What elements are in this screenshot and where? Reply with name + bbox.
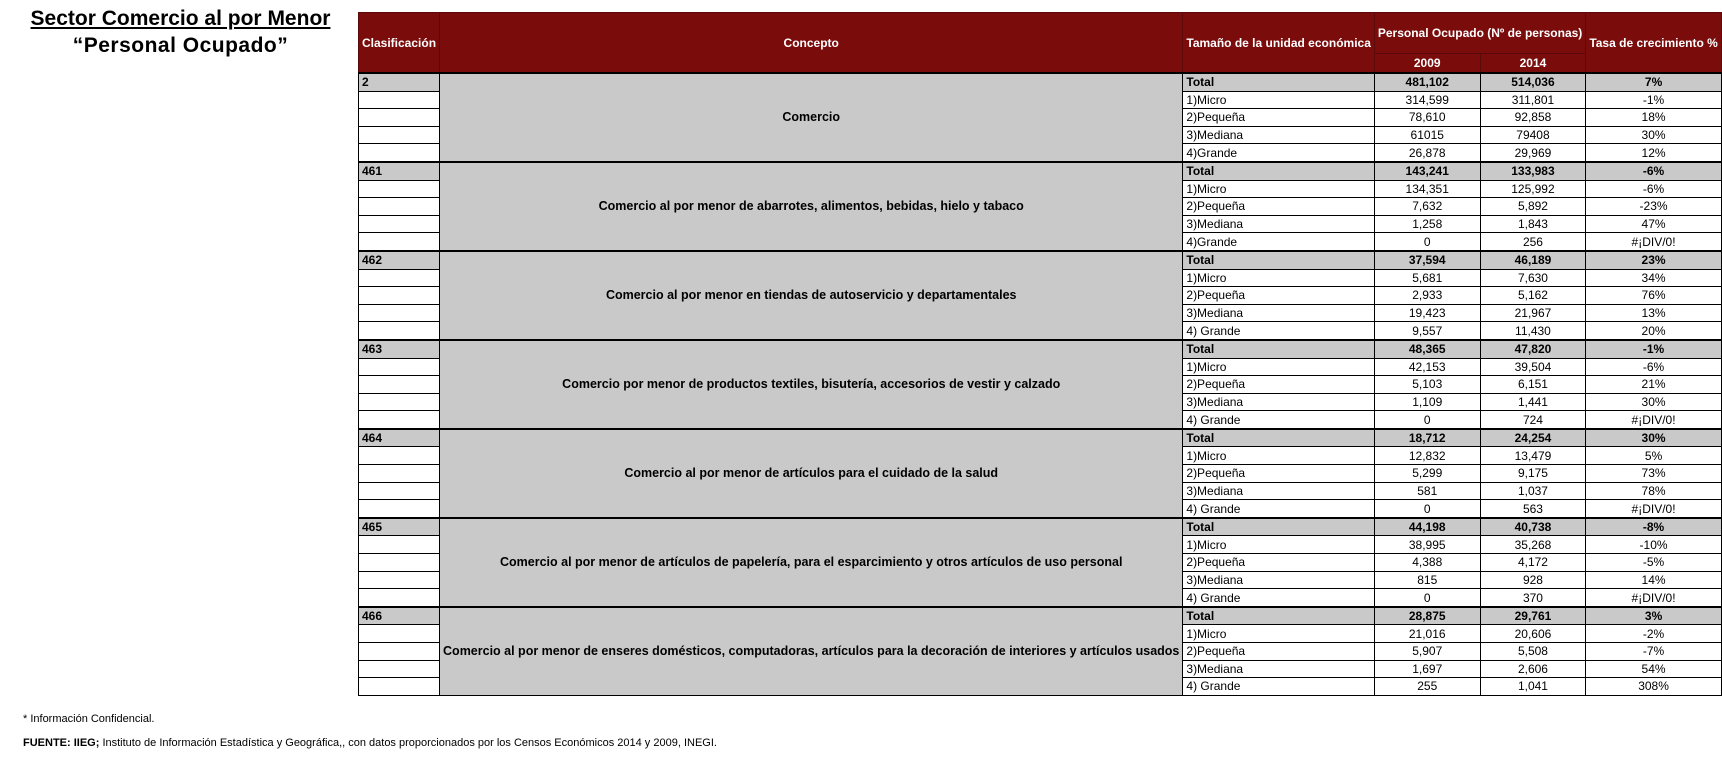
value-2009-cell: 9,557 (1374, 322, 1480, 340)
growth-rate-cell: -23% (1586, 198, 1722, 216)
value-2014-cell: 13,479 (1480, 447, 1586, 465)
growth-rate-cell: 5% (1586, 447, 1722, 465)
size-cell: 4) Grande (1183, 411, 1374, 429)
value-2014-cell: 9,175 (1480, 465, 1586, 483)
size-cell: 1)Micro (1183, 91, 1374, 109)
value-2014-cell: 5,508 (1480, 643, 1586, 661)
value-2009-cell: 37,594 (1374, 251, 1480, 269)
growth-rate-cell: 308% (1586, 678, 1722, 696)
value-2014-cell: 20,606 (1480, 625, 1586, 643)
size-cell: 3)Mediana (1183, 304, 1374, 322)
classification-cell (359, 322, 440, 340)
value-2009-cell: 0 (1374, 233, 1480, 251)
table-row (359, 340, 1722, 358)
size-cell: 1)Micro (1183, 180, 1374, 198)
value-2009-cell: 1,258 (1374, 215, 1480, 233)
value-2014-cell: 1,037 (1480, 482, 1586, 500)
classification-cell: 2 (359, 73, 440, 91)
growth-rate-cell: 30% (1586, 429, 1722, 447)
size-cell: 1)Micro (1183, 447, 1374, 465)
growth-rate-cell: -6% (1586, 358, 1722, 376)
growth-rate-cell: 13% (1586, 304, 1722, 322)
value-2014-cell: 7,630 (1480, 269, 1586, 287)
value-2009-cell: 1,109 (1374, 393, 1480, 411)
growth-rate-cell: 3% (1586, 607, 1722, 625)
value-2009-cell: 0 (1374, 411, 1480, 429)
size-cell: Total (1183, 251, 1374, 269)
value-2009-cell: 26,878 (1374, 144, 1480, 162)
value-2009-cell: 19,423 (1374, 304, 1480, 322)
growth-rate-cell: 21% (1586, 376, 1722, 394)
value-2009-cell: 44,198 (1374, 518, 1480, 536)
growth-rate-cell: -7% (1586, 643, 1722, 661)
value-2014-cell: 133,983 (1480, 162, 1586, 180)
source-text: Instituto de Información Estadística y Geográfica,, con datos proporcionados por los Censos Económicos 2014 y 2009, INEGI. (99, 737, 717, 749)
page-title (8, 6, 353, 60)
header-tasa: Tasa de crecimiento % (1586, 13, 1722, 74)
growth-rate-cell: 18% (1586, 109, 1722, 127)
size-cell: 1)Micro (1183, 269, 1374, 287)
concept-cell: Comercio por menor de productos textiles, bisutería, accesorios de vestir y calzado (440, 340, 1183, 429)
header-year-2009: 2009 (1374, 54, 1480, 74)
table-row (359, 518, 1722, 536)
size-cell: Total (1183, 340, 1374, 358)
size-cell: 2)Pequeña (1183, 643, 1374, 661)
growth-rate-cell: #¡DIV/0! (1586, 589, 1722, 607)
classification-cell (359, 198, 440, 216)
value-2014-cell: 1,441 (1480, 393, 1586, 411)
concept-cell: Comercio al por menor de enseres domésticos, computadoras, artículos para la decoración de interiores y artículos usados (440, 607, 1183, 695)
value-2009-cell: 18,712 (1374, 429, 1480, 447)
size-cell: 2)Pequeña (1183, 465, 1374, 483)
header-clasificacion: Clasificación (359, 13, 440, 74)
value-2009-cell: 314,599 (1374, 91, 1480, 109)
size-cell: 1)Micro (1183, 536, 1374, 554)
growth-rate-cell: #¡DIV/0! (1586, 500, 1722, 518)
growth-rate-cell: 54% (1586, 660, 1722, 678)
value-2009-cell: 815 (1374, 571, 1480, 589)
value-2009-cell: 143,241 (1374, 162, 1480, 180)
value-2014-cell: 21,967 (1480, 304, 1586, 322)
value-2009-cell: 134,351 (1374, 180, 1480, 198)
concept-cell: Comercio al por menor de artículos de papelería, para el esparcimiento y otros artículos de uso personal (440, 518, 1183, 607)
growth-rate-cell: 78% (1586, 482, 1722, 500)
value-2014-cell: 6,151 (1480, 376, 1586, 394)
value-2014-cell: 256 (1480, 233, 1586, 251)
size-cell: 3)Mediana (1183, 571, 1374, 589)
value-2014-cell: 4,172 (1480, 554, 1586, 572)
value-2014-cell: 39,504 (1480, 358, 1586, 376)
classification-cell (359, 411, 440, 429)
classification-cell (359, 109, 440, 127)
growth-rate-cell: 34% (1586, 269, 1722, 287)
value-2014-cell: 514,036 (1480, 73, 1586, 91)
classification-cell (359, 589, 440, 607)
size-cell: 3)Mediana (1183, 482, 1374, 500)
value-2014-cell: 724 (1480, 411, 1586, 429)
employment-table (358, 12, 1722, 696)
confidential-note: * Información Confidencial. (23, 713, 155, 725)
value-2014-cell: 1,843 (1480, 215, 1586, 233)
value-2014-cell: 370 (1480, 589, 1586, 607)
size-cell: 2)Pequeña (1183, 554, 1374, 572)
classification-cell (359, 465, 440, 483)
growth-rate-cell: -6% (1586, 162, 1722, 180)
growth-rate-cell: 20% (1586, 322, 1722, 340)
header-concepto: Concepto (440, 13, 1183, 74)
value-2014-cell: 29,969 (1480, 144, 1586, 162)
value-2009-cell: 38,995 (1374, 536, 1480, 554)
classification-cell: 461 (359, 162, 440, 180)
value-2009-cell: 581 (1374, 482, 1480, 500)
size-cell: Total (1183, 73, 1374, 91)
classification-cell (359, 91, 440, 109)
size-cell: 2)Pequeña (1183, 287, 1374, 305)
classification-cell (359, 536, 440, 554)
value-2014-cell: 928 (1480, 571, 1586, 589)
classification-cell (359, 144, 440, 162)
growth-rate-cell: -2% (1586, 625, 1722, 643)
growth-rate-cell: 76% (1586, 287, 1722, 305)
classification-cell: 462 (359, 251, 440, 269)
growth-rate-cell: 12% (1586, 144, 1722, 162)
table-row (359, 162, 1722, 180)
classification-cell: 465 (359, 518, 440, 536)
size-cell: 2)Pequeña (1183, 198, 1374, 216)
size-cell: Total (1183, 607, 1374, 625)
value-2009-cell: 1,697 (1374, 660, 1480, 678)
value-2009-cell: 21,016 (1374, 625, 1480, 643)
classification-cell (359, 126, 440, 144)
size-cell: 3)Mediana (1183, 215, 1374, 233)
size-cell: 4)Grande (1183, 233, 1374, 251)
value-2014-cell: 11,430 (1480, 322, 1586, 340)
value-2014-cell: 5,162 (1480, 287, 1586, 305)
classification-cell (359, 660, 440, 678)
value-2009-cell: 255 (1374, 678, 1480, 696)
value-2009-cell: 0 (1374, 589, 1480, 607)
size-cell: 2)Pequeña (1183, 109, 1374, 127)
value-2014-cell: 5,892 (1480, 198, 1586, 216)
growth-rate-cell: -1% (1586, 91, 1722, 109)
header-personal-ocupado: Personal Ocupado (Nº de personas) (1374, 13, 1585, 54)
classification-cell (359, 287, 440, 305)
size-cell: 1)Micro (1183, 358, 1374, 376)
title-line-1: Sector Comercio al por Menor (30, 7, 331, 30)
size-cell: Total (1183, 162, 1374, 180)
value-2009-cell: 12,832 (1374, 447, 1480, 465)
size-cell: 4) Grande (1183, 678, 1374, 696)
value-2009-cell: 5,103 (1374, 376, 1480, 394)
size-cell: Total (1183, 518, 1374, 536)
growth-rate-cell: #¡DIV/0! (1586, 411, 1722, 429)
classification-cell (359, 643, 440, 661)
classification-cell (359, 678, 440, 696)
growth-rate-cell: 14% (1586, 571, 1722, 589)
growth-rate-cell: 23% (1586, 251, 1722, 269)
size-cell: 4) Grande (1183, 322, 1374, 340)
concept-cell: Comercio al por menor de artículos para el cuidado de la salud (440, 429, 1183, 518)
growth-rate-cell: -1% (1586, 340, 1722, 358)
size-cell: 3)Mediana (1183, 660, 1374, 678)
size-cell: 4) Grande (1183, 589, 1374, 607)
value-2009-cell: 5,299 (1374, 465, 1480, 483)
size-cell: 2)Pequeña (1183, 376, 1374, 394)
value-2014-cell: 40,738 (1480, 518, 1586, 536)
value-2014-cell: 35,268 (1480, 536, 1586, 554)
value-2014-cell: 125,992 (1480, 180, 1586, 198)
title-line-2: “Personal Ocupado” (72, 34, 289, 57)
source-note (23, 737, 717, 749)
size-cell: 3)Mediana (1183, 393, 1374, 411)
growth-rate-cell: 73% (1586, 465, 1722, 483)
value-2009-cell: 5,907 (1374, 643, 1480, 661)
header-tamano: Tamaño de la unidad económica (1183, 13, 1374, 74)
size-cell: 3)Mediana (1183, 126, 1374, 144)
source-label: FUENTE: IIEG; (23, 737, 100, 749)
growth-rate-cell: 47% (1586, 215, 1722, 233)
classification-cell (359, 482, 440, 500)
growth-rate-cell: -5% (1586, 554, 1722, 572)
growth-rate-cell: 30% (1586, 393, 1722, 411)
classification-cell (359, 447, 440, 465)
value-2014-cell: 46,189 (1480, 251, 1586, 269)
classification-cell: 466 (359, 607, 440, 625)
classification-cell (359, 625, 440, 643)
value-2014-cell: 79408 (1480, 126, 1586, 144)
table-row (359, 607, 1722, 625)
size-cell: 4)Grande (1183, 144, 1374, 162)
value-2009-cell: 4,388 (1374, 554, 1480, 572)
table-body (359, 73, 1722, 695)
classification-cell: 463 (359, 340, 440, 358)
classification-cell (359, 376, 440, 394)
value-2014-cell: 29,761 (1480, 607, 1586, 625)
value-2009-cell: 5,681 (1374, 269, 1480, 287)
classification-cell (359, 571, 440, 589)
table-row (359, 429, 1722, 447)
classification-cell (359, 304, 440, 322)
classification-cell (359, 358, 440, 376)
value-2014-cell: 2,606 (1480, 660, 1586, 678)
classification-cell: 464 (359, 429, 440, 447)
classification-cell (359, 180, 440, 198)
growth-rate-cell: 30% (1586, 126, 1722, 144)
classification-cell (359, 393, 440, 411)
concept-cell: Comercio al por menor de abarrotes, alimentos, bebidas, hielo y tabaco (440, 162, 1183, 251)
classification-cell (359, 269, 440, 287)
concept-cell: Comercio al por menor en tiendas de autoservicio y departamentales (440, 251, 1183, 340)
value-2009-cell: 48,365 (1374, 340, 1480, 358)
value-2014-cell: 311,801 (1480, 91, 1586, 109)
value-2009-cell: 2,933 (1374, 287, 1480, 305)
table-row (359, 73, 1722, 91)
value-2009-cell: 7,632 (1374, 198, 1480, 216)
size-cell: Total (1183, 429, 1374, 447)
growth-rate-cell: 7% (1586, 73, 1722, 91)
growth-rate-cell: -8% (1586, 518, 1722, 536)
value-2009-cell: 61015 (1374, 126, 1480, 144)
value-2014-cell: 92,858 (1480, 109, 1586, 127)
value-2009-cell: 28,875 (1374, 607, 1480, 625)
size-cell: 4) Grande (1183, 500, 1374, 518)
value-2014-cell: 47,820 (1480, 340, 1586, 358)
value-2014-cell: 1,041 (1480, 678, 1586, 696)
classification-cell (359, 500, 440, 518)
value-2009-cell: 481,102 (1374, 73, 1480, 91)
classification-cell (359, 554, 440, 572)
table-row (359, 251, 1722, 269)
value-2014-cell: 24,254 (1480, 429, 1586, 447)
classification-cell (359, 215, 440, 233)
concept-cell: Comercio (440, 73, 1183, 162)
value-2009-cell: 78,610 (1374, 109, 1480, 127)
value-2009-cell: 0 (1374, 500, 1480, 518)
growth-rate-cell: -10% (1586, 536, 1722, 554)
classification-cell (359, 233, 440, 251)
growth-rate-cell: -6% (1586, 180, 1722, 198)
growth-rate-cell: #¡DIV/0! (1586, 233, 1722, 251)
size-cell: 1)Micro (1183, 625, 1374, 643)
header-year-2014: 2014 (1480, 54, 1586, 74)
value-2014-cell: 563 (1480, 500, 1586, 518)
value-2009-cell: 42,153 (1374, 358, 1480, 376)
